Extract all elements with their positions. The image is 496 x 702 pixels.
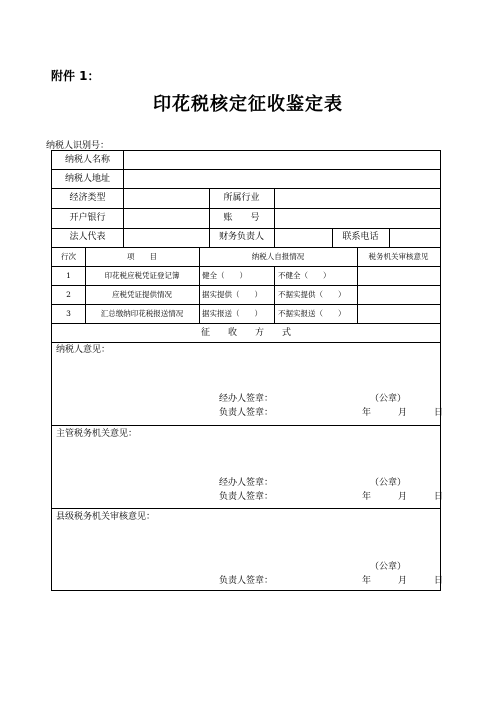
review-header: 税务机关审核意见 (368, 252, 429, 261)
phone-label: 联系电话 (342, 232, 379, 242)
col-divider (274, 188, 275, 247)
tax-authority-opinion-title: 主管税务机关意见： (56, 429, 138, 439)
row-option-b: 不据实提供（ ） (278, 290, 346, 299)
row-item: 应税凭证提供情况 (112, 290, 172, 299)
collection-method-label: 征 收 方 式 (200, 328, 291, 338)
row-item: 汇总缴纳印花税报送情况 (100, 309, 184, 318)
industry-label: 所属行业 (223, 193, 260, 203)
row-option-a: 健全（ ） (202, 271, 247, 280)
row-seq: 1 (66, 271, 71, 280)
row-divider (52, 228, 440, 229)
row-option-b: 不健全（ ） (278, 271, 331, 280)
taxpayer-address-label: 纳税人地址 (64, 174, 110, 184)
date-field: 年 月 日 (362, 408, 444, 418)
row-option-a: 据实报送（ ） (202, 309, 262, 318)
handler-signature-label: 经办人签章： (219, 478, 274, 488)
row-divider (52, 425, 440, 426)
row-option-a: 据实提供（ ） (202, 290, 262, 299)
row-seq: 3 (66, 309, 71, 318)
row-seq: 2 (66, 290, 71, 299)
official-seal-label: （公章） (370, 562, 407, 572)
col-divider (389, 228, 390, 247)
account-label: 账 号 (223, 213, 260, 223)
row-divider (52, 508, 440, 509)
official-seal-label: （公章） (370, 478, 407, 488)
row-divider (52, 342, 440, 343)
row-divider (52, 247, 440, 248)
assessment-form-table (51, 150, 444, 591)
date-field: 年 月 日 (362, 492, 444, 502)
bank-label: 开户银行 (69, 213, 106, 223)
taxpayer-name-label: 纳税人名称 (64, 155, 110, 165)
head-signature-label: 负责人签章： (219, 408, 274, 418)
taxpayer-opinion-title: 纳税人意见： (56, 345, 111, 355)
row-divider (52, 266, 440, 267)
official-seal-label: （公章） (370, 394, 407, 404)
seq-header: 行次 (61, 252, 76, 261)
handler-signature-label: 经办人签章： (219, 394, 274, 404)
col-divider (123, 151, 124, 247)
row-item: 印花税应税凭证登记簿 (104, 271, 180, 280)
taxpayer-id-label: 纳税人识别号： (46, 141, 110, 151)
row-divider (52, 169, 440, 170)
item-header: 项 目 (127, 252, 157, 261)
row-option-b: 不据实报送（ ） (278, 309, 346, 318)
finance-head-label: 财务负责人 (218, 232, 264, 242)
row-divider (52, 304, 440, 305)
head-signature-label: 负责人签章： (219, 492, 274, 502)
row-divider (52, 208, 440, 209)
row-divider (52, 285, 440, 286)
row-divider (52, 188, 440, 189)
head-signature-label: 负责人签章： (219, 576, 274, 586)
county-authority-opinion-title: 县级税务机关审核意见： (56, 512, 156, 522)
legal-rep-label: 法人代表 (69, 232, 106, 242)
attachment-label: 附件 1： (51, 69, 100, 83)
page-title: 印花税核定征收鉴定表 (153, 94, 343, 115)
economic-type-label: 经济类型 (69, 193, 106, 203)
row-divider (52, 323, 440, 324)
col-divider (274, 266, 275, 323)
date-field: 年 月 日 (362, 576, 444, 586)
self-report-header: 纳税人自报情况 (251, 252, 305, 261)
